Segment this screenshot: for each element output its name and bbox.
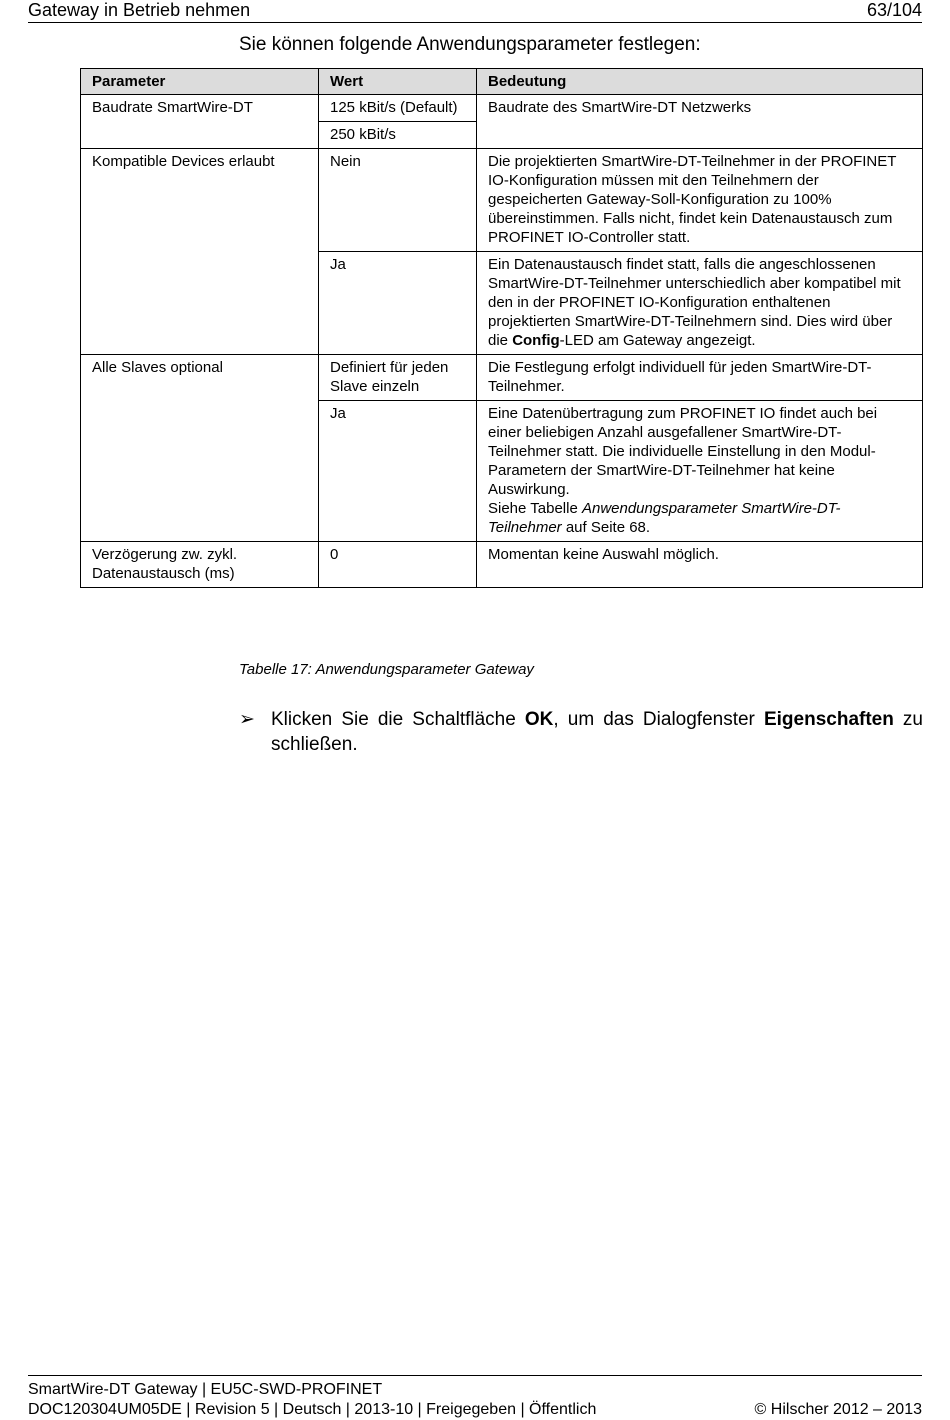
cell-parameter: Baudrate SmartWire-DT (81, 95, 319, 149)
cell-description: Die Festlegung erfolgt individuell für jeden SmartWire-DT-Teilnehmer. (477, 355, 923, 401)
cell-value: 125 kBit/s (Default) (319, 95, 477, 122)
description-text: auf Seite 68. (561, 519, 651, 536)
header-title: Gateway in Betrieb nehmen (28, 0, 251, 20)
description-text: Siehe Tabelle (488, 500, 582, 517)
cell-description: Die projektierten SmartWire-DT-Teilnehmer in der PROFINET IO-Konfiguration müssen mit den Teilnehmern der gespeicherten Gateway-Soll-Konfiguration zu 100% übereinstimmen. Falls nicht, findet kein Datenaustausch zum PROFINET IO-Controller statt. (477, 149, 923, 252)
cell-description (477, 252, 923, 355)
column-header-bedeutung: Bedeutung (477, 69, 923, 95)
footer-document-info: DOC120304UM05DE | Revision 5 | Deutsch | 2013-10 | Freigegeben | Öffentlich (28, 1401, 597, 1418)
parameter-table (80, 68, 923, 588)
cell-value: Ja (319, 401, 477, 542)
cell-value: 0 (319, 542, 477, 588)
table-header-row (81, 69, 923, 95)
table-row (81, 542, 923, 588)
description-text: Ein Datenaustausch findet statt, falls die angeschlossenen SmartWire-DT-Teilnehmer unterschiedlich aber kompatibel mit den in der PROFINET IO-Konfiguration enthaltenen projektierten SmartWire-DT-Teilnehmern sind. Dies wird über die (488, 256, 901, 349)
page-footer (28, 1375, 922, 1418)
table-row (81, 149, 923, 252)
eigenschaften-dialog-label: Eigenschaften (763, 709, 894, 730)
footer-copyright: © Hilscher 2012 – 2013 (754, 1401, 922, 1418)
table-caption: Tabelle 17: Anwendungsparameter Gateway (239, 661, 534, 678)
column-header-parameter: Parameter (81, 69, 319, 95)
cell-value: Ja (319, 252, 477, 355)
instruction-part: zu schließen. (271, 709, 923, 755)
cell-value: Definiert für jeden Slave einzeln (319, 355, 477, 401)
column-header-wert: Wert (319, 69, 477, 95)
description-text: -LED am Gateway angezeigt. (559, 332, 756, 349)
page-number: 63/104 (866, 0, 922, 20)
intro-text: Sie können folgende Anwendungsparameter festlegen: (239, 34, 701, 55)
instruction-text (271, 707, 923, 757)
cell-description: Baudrate des SmartWire-DT Netzwerks (477, 95, 923, 149)
ok-button-label: OK (524, 709, 554, 730)
cell-description: Momentan keine Auswahl möglich. (477, 542, 923, 588)
cell-value: Nein (319, 149, 477, 252)
config-led-term: Config (512, 332, 560, 349)
cell-parameter: Kompatible Devices erlaubt (81, 149, 319, 355)
description-text: Eine Datenübertragung zum PROFINET IO findet auch bei einer beliebigen Anzahl ausgefallener SmartWire-DT-Teilnehmer statt. Die individuelle Einstellung in den Modul-Parametern der SmartWire-DT-Teilnehmer hat keine Auswirkung. (488, 405, 878, 498)
instruction-part: , um das Dialogfenster (553, 709, 764, 730)
instruction-part: Klicken Sie die Schaltfläche (271, 709, 525, 730)
cell-parameter: Alle Slaves optional (81, 355, 319, 542)
page-header (28, 0, 922, 23)
table-row (81, 355, 923, 401)
table-row (81, 95, 923, 122)
arrow-bullet-icon: ➢ (239, 709, 255, 730)
cell-parameter: Verzögerung zw. zykl. Datenaustausch (ms) (81, 542, 319, 588)
cell-value: 250 kBit/s (319, 122, 477, 149)
instruction-step (239, 707, 923, 757)
footer-product: SmartWire-DT Gateway | EU5C-SWD-PROFINET (28, 1381, 383, 1398)
cell-description (477, 401, 923, 542)
table-reference-link[interactable]: Anwendungsparameter SmartWire-DT-Teilnehmer (488, 500, 841, 536)
